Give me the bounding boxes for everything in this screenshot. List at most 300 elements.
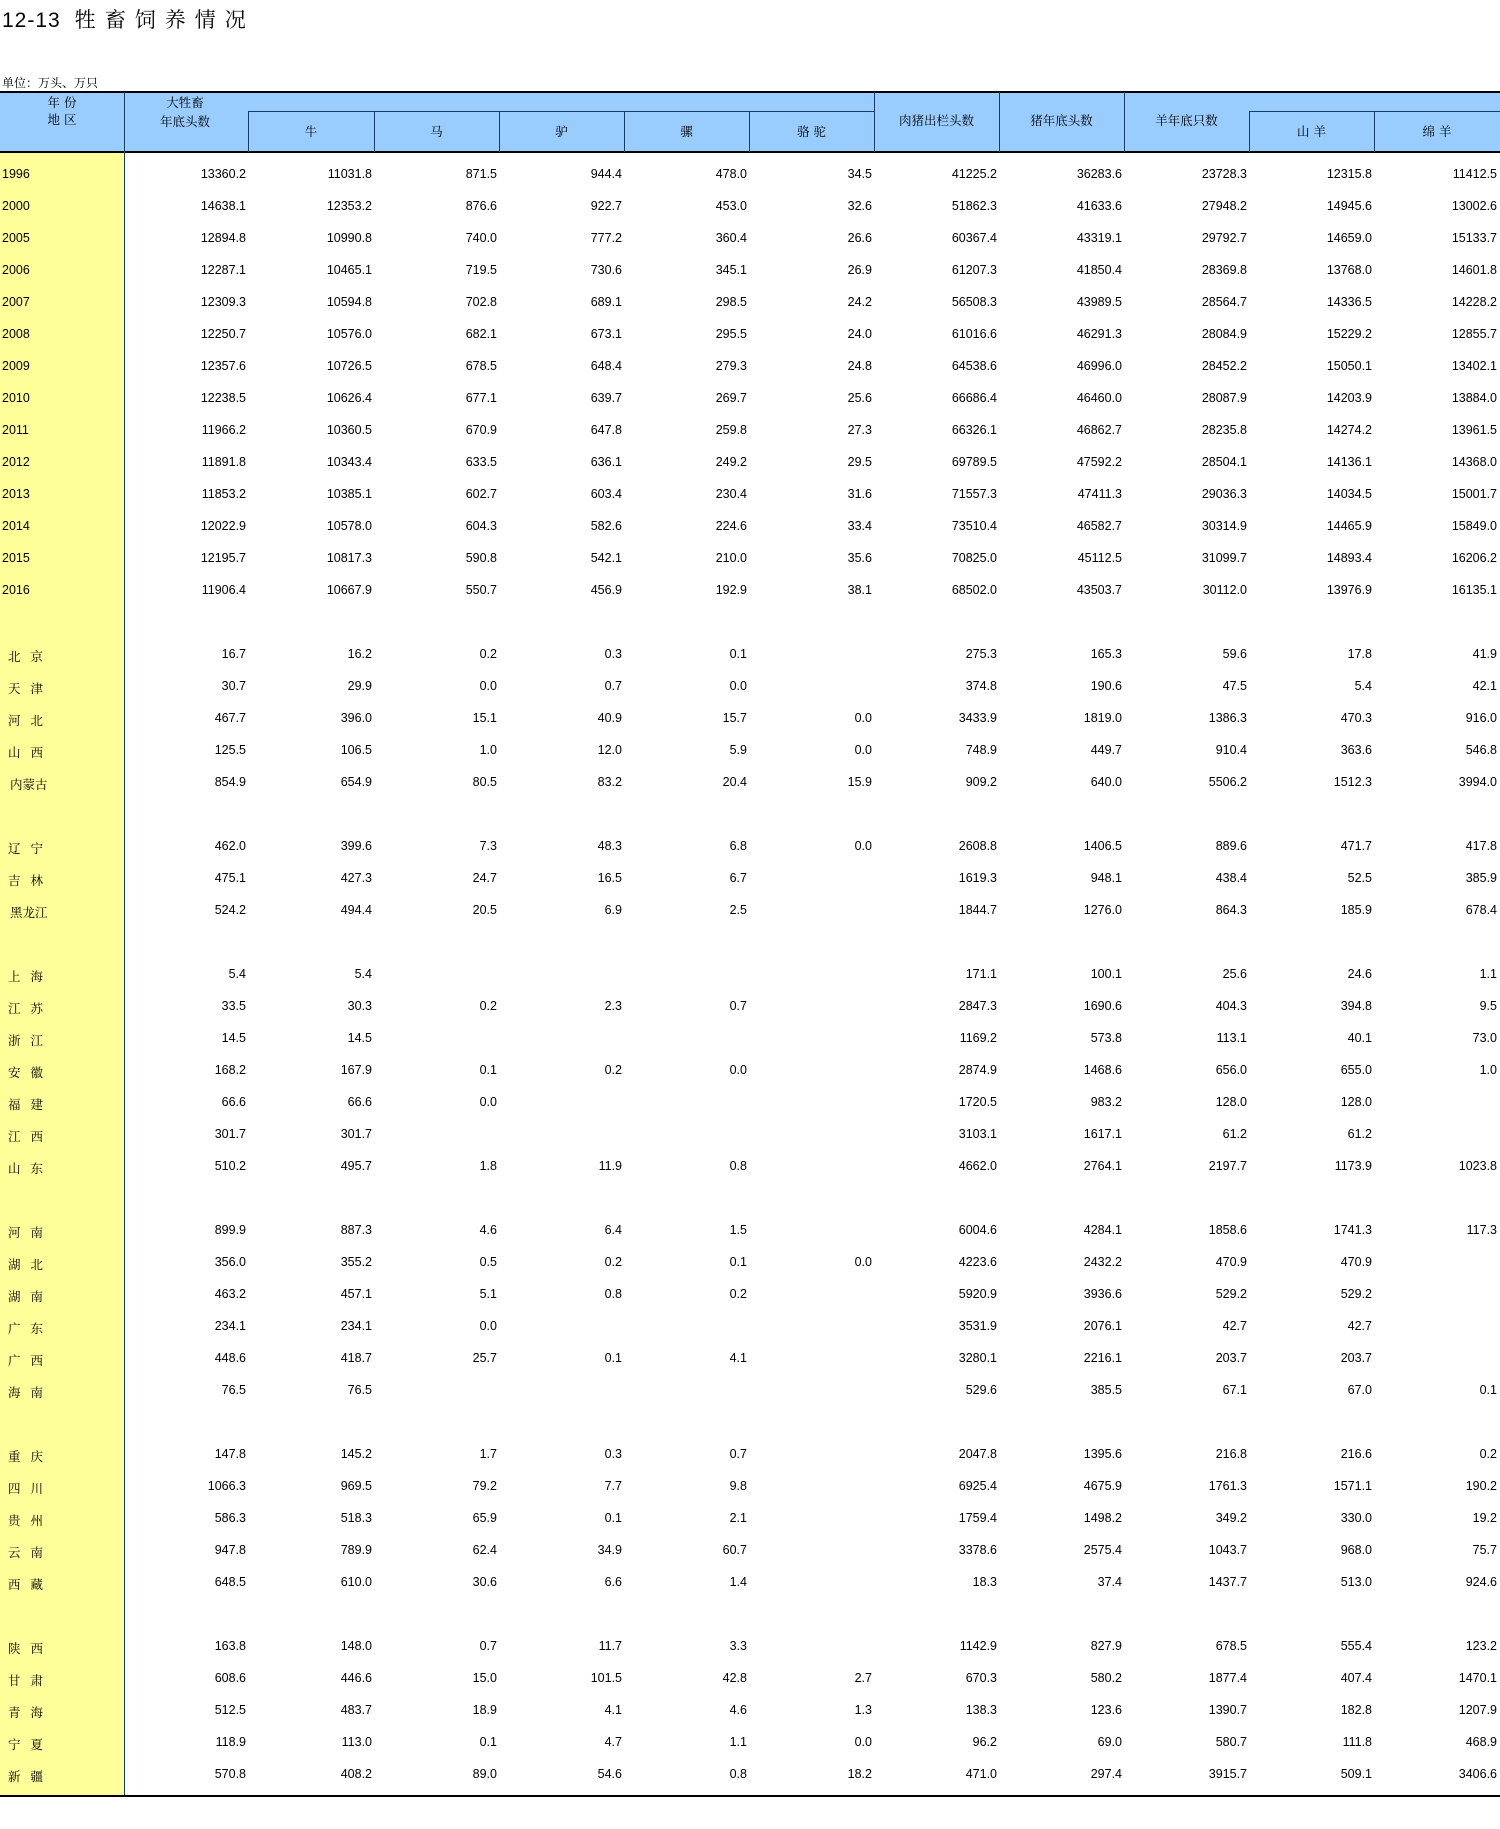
- table-cell: 234.1: [340, 1319, 372, 1333]
- table-cell: 449.7: [1090, 743, 1122, 757]
- table-cell: 9.5: [1479, 999, 1497, 1013]
- table-cell: 0.0: [729, 1063, 747, 1077]
- table-cell: 123.2: [1465, 1639, 1497, 1653]
- table-cell: 2.5: [729, 903, 747, 917]
- table-cell: 633.5: [465, 455, 497, 469]
- header-pigs-year-end: 猪年底头数: [1030, 113, 1093, 128]
- table-cell: 889.6: [1215, 839, 1247, 853]
- table-cell: 0.1: [479, 1063, 497, 1077]
- row-label: 浙江: [8, 1033, 54, 1048]
- row-label: 海南: [8, 1385, 54, 1400]
- table-cell: 15050.1: [1326, 359, 1372, 373]
- table-cell: 0.0: [854, 711, 872, 725]
- table-cell: 947.8: [214, 1543, 246, 1557]
- table-cell: 1819.0: [1083, 711, 1122, 725]
- table-cell: 14203.9: [1326, 391, 1372, 405]
- table-cell: 125.5: [214, 743, 246, 757]
- table-cell: 1386.3: [1208, 711, 1247, 725]
- table-cell: 789.9: [340, 1543, 372, 1557]
- table-cell: 28087.9: [1201, 391, 1247, 405]
- table-cell: 30112.0: [1202, 583, 1247, 597]
- row-label: 2012: [2, 455, 30, 469]
- table-cell: 355.2: [340, 1255, 372, 1269]
- table-row: [0, 837, 1500, 857]
- table-cell: 495.7: [340, 1159, 372, 1173]
- table-cell: 356.0: [214, 1255, 246, 1269]
- header-region: 地 区: [47, 112, 77, 127]
- table-cell: 0.3: [604, 647, 622, 661]
- row-label: 2011: [2, 423, 29, 437]
- table-cell: 1395.6: [1083, 1447, 1122, 1461]
- table-cell: 52.5: [1347, 871, 1372, 885]
- table-cell: 11.9: [598, 1159, 622, 1173]
- row-label: 广东: [8, 1321, 54, 1336]
- table-cell: 28452.2: [1201, 359, 1247, 373]
- table-cell: 640.0: [1090, 775, 1122, 789]
- table-cell: 65.9: [472, 1511, 497, 1525]
- table-cell: 0.2: [479, 999, 497, 1013]
- table-cell: 467.7: [214, 711, 246, 725]
- table-cell: 673.1: [590, 327, 622, 341]
- table-cell: 61207.3: [951, 263, 997, 277]
- table-cell: 16.7: [221, 647, 246, 661]
- table-cell: 0.7: [479, 1639, 497, 1653]
- table-cell: 10726.5: [326, 359, 372, 373]
- table-cell: 349.2: [1215, 1511, 1247, 1525]
- table-cell: 15133.7: [1451, 231, 1497, 245]
- table-cell: 18.2: [847, 1767, 872, 1781]
- table-cell: 16.5: [597, 871, 622, 885]
- table-row: [0, 197, 1500, 217]
- table-cell: 854.9: [214, 775, 246, 789]
- table-cell: 4.1: [604, 1703, 622, 1717]
- table-cell: 603.4: [590, 487, 622, 501]
- table-cell: 41.9: [1472, 647, 1497, 661]
- table-cell: 0.7: [729, 999, 747, 1013]
- table-cell: 655.0: [1340, 1063, 1372, 1077]
- table-cell: 45112.5: [1077, 551, 1122, 565]
- row-label: 内蒙古: [10, 777, 48, 792]
- table-cell: 2197.7: [1208, 1159, 1247, 1173]
- table-cell: 408.2: [340, 1767, 372, 1781]
- table-cell: 59.6: [1222, 647, 1247, 661]
- table-cell: 385.5: [1090, 1383, 1122, 1397]
- table-cell: 330.0: [1340, 1511, 1372, 1525]
- table-cell: 11031.8: [327, 167, 372, 181]
- table-cell: 582.6: [590, 519, 622, 533]
- table-row: [0, 1253, 1500, 1273]
- table-cell: 0.2: [479, 647, 497, 661]
- table-cell: 0.1: [479, 1735, 497, 1749]
- table-cell: 70825.0: [951, 551, 997, 565]
- table-cell: 66.6: [347, 1095, 372, 1109]
- table-cell: 27948.2: [1201, 199, 1247, 213]
- table-row: [0, 1285, 1500, 1305]
- table-cell: 168.2: [214, 1063, 246, 1077]
- table-cell: 51862.3: [951, 199, 997, 213]
- table-cell: 31099.7: [1201, 551, 1247, 565]
- table-cell: 24.6: [1347, 967, 1372, 981]
- table-cell: 546.8: [1465, 743, 1497, 757]
- table-cell: 47411.3: [1077, 487, 1122, 501]
- table-cell: 117.3: [1466, 1223, 1497, 1237]
- table-cell: 61.2: [1222, 1127, 1247, 1141]
- table-cell: 1043.7: [1208, 1543, 1247, 1557]
- table-number: 12-13: [2, 9, 61, 32]
- table-cell: 730.6: [590, 263, 622, 277]
- table-cell: 10817.3: [326, 551, 372, 565]
- table-cell: 1066.3: [207, 1479, 246, 1493]
- table-cell: 20.4: [722, 775, 747, 789]
- table-cell: 2608.8: [958, 839, 997, 853]
- table-cell: 25.6: [1222, 967, 1247, 981]
- table-cell: 3280.1: [958, 1351, 997, 1365]
- table-row: [0, 549, 1500, 569]
- table-cell: 29036.3: [1201, 487, 1247, 501]
- table-cell: 689.1: [590, 295, 622, 309]
- row-label: 山东: [8, 1161, 54, 1176]
- table-cell: 871.5: [465, 167, 497, 181]
- table-cell: 3915.7: [1208, 1767, 1247, 1781]
- header-goat: 山 羊: [1297, 124, 1326, 139]
- table-cell: 518.3: [340, 1511, 372, 1525]
- table-cell: 14336.5: [1326, 295, 1372, 309]
- table-cell: 10360.5: [326, 423, 372, 437]
- table-cell: 301.7: [340, 1127, 372, 1141]
- table-cell: 513.0: [1340, 1575, 1372, 1589]
- table-cell: 69789.5: [951, 455, 997, 469]
- table-row: [0, 1445, 1500, 1465]
- row-label: 安徽: [8, 1065, 54, 1080]
- table-cell: 67.0: [1347, 1383, 1372, 1397]
- table-cell: 5506.2: [1208, 775, 1247, 789]
- table-cell: 0.7: [604, 679, 622, 693]
- table-cell: 404.3: [1215, 999, 1247, 1013]
- table-cell: 529.6: [965, 1383, 997, 1397]
- table-row: [0, 581, 1500, 601]
- table-row: [0, 517, 1500, 537]
- table-cell: 11906.4: [201, 583, 246, 597]
- table-cell: 580.7: [1215, 1735, 1247, 1749]
- table-cell: 2874.9: [958, 1063, 997, 1077]
- table-cell: 922.7: [590, 199, 622, 213]
- table-row: [0, 869, 1500, 889]
- table-row: [0, 1061, 1500, 1081]
- table-row: [0, 325, 1500, 345]
- table-cell: 19.2: [1472, 1511, 1497, 1525]
- table-row: [0, 1541, 1500, 1561]
- table-cell: 1142.9: [959, 1639, 997, 1653]
- table-cell: 249.2: [715, 455, 747, 469]
- table-cell: 580.2: [1090, 1671, 1122, 1685]
- table-cell: 374.8: [965, 679, 997, 693]
- table-cell: 167.9: [340, 1063, 372, 1077]
- table-cell: 1470.1: [1458, 1671, 1497, 1685]
- table-row: [0, 645, 1500, 665]
- row-label: 福建: [8, 1097, 54, 1112]
- table-cell: 910.4: [1215, 743, 1247, 757]
- table-cell: 4675.9: [1083, 1479, 1122, 1493]
- table-bottom-border: [0, 1795, 1500, 1797]
- table-cell: 7.7: [604, 1479, 622, 1493]
- table-cell: 15849.0: [1451, 519, 1497, 533]
- row-label: 宁夏: [8, 1737, 54, 1752]
- table-row: [0, 997, 1500, 1017]
- table-row: [0, 1509, 1500, 1529]
- table-cell: 777.2: [590, 231, 622, 245]
- table-cell: 123.6: [1090, 1703, 1122, 1717]
- row-label: 天津: [8, 681, 54, 696]
- table-row: [0, 741, 1500, 761]
- table-cell: 4284.1: [1083, 1223, 1122, 1237]
- table-cell: 1276.0: [1083, 903, 1122, 917]
- table-cell: 1390.7: [1208, 1703, 1247, 1717]
- table-cell: 1858.6: [1208, 1223, 1247, 1237]
- table-cell: 269.7: [715, 391, 747, 405]
- row-label: 江苏: [8, 1001, 54, 1016]
- table-cell: 0.1: [729, 647, 747, 661]
- table-cell: 163.8: [214, 1639, 246, 1653]
- table-cell: 1741.3: [1333, 1223, 1372, 1237]
- table-cell: 25.6: [847, 391, 872, 405]
- table-cell: 3433.9: [958, 711, 997, 725]
- row-label: 江西: [8, 1129, 54, 1144]
- table-cell: 89.0: [472, 1767, 497, 1781]
- row-label: 1996: [2, 167, 30, 181]
- table-cell: 483.7: [340, 1703, 372, 1717]
- table-cell: 1.7: [479, 1447, 497, 1461]
- header-big-livestock: 大牲畜: [166, 95, 204, 110]
- table-cell: 66.6: [221, 1095, 246, 1109]
- table-cell: 28564.7: [1201, 295, 1247, 309]
- table-cell: 2.1: [729, 1511, 747, 1525]
- row-label: 黑龙江: [10, 905, 48, 920]
- row-label: 西藏: [8, 1577, 54, 1592]
- table-cell: 17.8: [1347, 647, 1372, 661]
- table-cell: 216.6: [1340, 1447, 1372, 1461]
- table-cell: 61.2: [1347, 1127, 1372, 1141]
- table-cell: 0.8: [729, 1767, 747, 1781]
- table-cell: 0.5: [479, 1255, 497, 1269]
- table-cell: 399.6: [340, 839, 372, 853]
- row-label: 河南: [8, 1225, 54, 1240]
- table-row: [0, 709, 1500, 729]
- table-cell: 478.0: [715, 167, 747, 181]
- table-row: [0, 773, 1500, 793]
- table-cell: 14638.1: [200, 199, 246, 213]
- table-cell: 604.3: [465, 519, 497, 533]
- table-cell: 147.8: [214, 1447, 246, 1461]
- table-cell: 6.4: [604, 1223, 622, 1237]
- table-cell: 6004.6: [958, 1223, 997, 1237]
- table-cell: 47592.2: [1076, 455, 1122, 469]
- table-cell: 42.7: [1347, 1319, 1372, 1333]
- table-cell: 42.8: [722, 1671, 747, 1685]
- table-cell: 259.8: [715, 423, 747, 437]
- table-cell: 944.4: [590, 167, 622, 181]
- table-cell: 32.6: [847, 199, 872, 213]
- table-cell: 40.9: [597, 711, 622, 725]
- table-cell: 56508.3: [951, 295, 997, 309]
- table-cell: 0.0: [854, 1735, 872, 1749]
- table-cell: 24.0: [847, 327, 872, 341]
- table-cell: 3531.9: [958, 1319, 997, 1333]
- table-cell: 216.8: [1215, 1447, 1247, 1461]
- table-cell: 2.7: [854, 1671, 872, 1685]
- table-cell: 969.5: [340, 1479, 372, 1493]
- table-cell: 4223.6: [958, 1255, 997, 1269]
- table-cell: 656.0: [1215, 1063, 1247, 1077]
- table-cell: 24.8: [847, 359, 872, 373]
- row-label: 广西: [8, 1353, 54, 1368]
- table-cell: 394.8: [1340, 999, 1372, 1013]
- table-cell: 9.8: [729, 1479, 747, 1493]
- table-cell: 113.1: [1216, 1031, 1247, 1045]
- table-cell: 6.8: [729, 839, 747, 853]
- table-cell: 295.5: [715, 327, 747, 341]
- table-cell: 33.4: [847, 519, 872, 533]
- table-cell: 475.1: [214, 871, 246, 885]
- table-cell: 1720.5: [958, 1095, 997, 1109]
- table-cell: 14034.5: [1326, 487, 1372, 501]
- table-cell: 470.9: [1340, 1255, 1372, 1269]
- table-cell: 10465.1: [326, 263, 372, 277]
- table-cell: 13402.1: [1451, 359, 1497, 373]
- table-cell: 275.3: [965, 647, 997, 661]
- table-cell: 203.7: [1215, 1351, 1247, 1365]
- table-cell: 648.5: [214, 1575, 246, 1589]
- table-cell: 470.9: [1215, 1255, 1247, 1269]
- table-cell: 11966.2: [201, 423, 246, 437]
- row-label: 2008: [2, 327, 30, 341]
- table-cell: 48.3: [597, 839, 622, 853]
- table-cell: 46862.7: [1076, 423, 1122, 437]
- table-cell: 682.1: [465, 327, 497, 341]
- header-pigs-slaughtered: 肉猪出栏头数: [898, 113, 974, 128]
- table-row: [0, 1221, 1500, 1241]
- table-cell: 510.2: [214, 1159, 246, 1173]
- table-cell: 30.6: [472, 1575, 497, 1589]
- table-cell: 14228.2: [1451, 295, 1497, 309]
- table-cell: 128.0: [1215, 1095, 1247, 1109]
- table-cell: 0.7: [729, 1447, 747, 1461]
- table-cell: 138.3: [965, 1703, 997, 1717]
- table-cell: 678.5: [1215, 1639, 1247, 1653]
- table-cell: 12022.9: [200, 519, 246, 533]
- table-cell: 62.4: [472, 1543, 497, 1557]
- table-cell: 2432.2: [1083, 1255, 1122, 1269]
- table-cell: 42.1: [1472, 679, 1497, 693]
- table-cell: 2216.1: [1083, 1351, 1122, 1365]
- row-label-column: [0, 92, 124, 1795]
- table-cell: 909.2: [965, 775, 997, 789]
- table-cell: 24.2: [847, 295, 872, 309]
- table-cell: 75.7: [1472, 1543, 1497, 1557]
- table-cell: 3406.6: [1458, 1767, 1497, 1781]
- table-cell: 234.1: [214, 1319, 246, 1333]
- table-cell: 4.6: [479, 1223, 497, 1237]
- header-top-border: [0, 91, 1500, 93]
- table-cell: 1761.3: [1208, 1479, 1247, 1493]
- table-cell: 11891.8: [201, 455, 246, 469]
- header-sheep-goat: 羊年底只数: [1155, 113, 1218, 128]
- table-cell: 279.3: [715, 359, 747, 373]
- table-row: [0, 229, 1500, 249]
- table-cell: 25.7: [472, 1351, 497, 1365]
- table-cell: 0.3: [604, 1447, 622, 1461]
- table-cell: 12315.8: [1326, 167, 1372, 181]
- table-cell: 12287.1: [200, 263, 246, 277]
- row-label: 2007: [2, 295, 30, 309]
- table-cell: 46460.0: [1076, 391, 1122, 405]
- table-cell: 46291.3: [1076, 327, 1122, 341]
- header-sheep: 绵 羊: [1422, 124, 1452, 139]
- table-cell: 1169.2: [959, 1031, 997, 1045]
- table-cell: 648.4: [590, 359, 622, 373]
- table-cell: 148.0: [340, 1639, 372, 1653]
- table-cell: 106.5: [340, 743, 372, 757]
- table-cell: 2.3: [604, 999, 622, 1013]
- table-cell: 529.2: [1215, 1287, 1247, 1301]
- table-row: [0, 1733, 1500, 1753]
- table-cell: 27.3: [847, 423, 872, 437]
- table-cell: 40.1: [1347, 1031, 1372, 1045]
- table-cell: 3994.0: [1458, 775, 1497, 789]
- table-cell: 46582.7: [1076, 519, 1122, 533]
- table-row: [0, 165, 1500, 185]
- table-cell: 1619.3: [958, 871, 997, 885]
- table-cell: 10578.0: [326, 519, 372, 533]
- table-cell: 11.7: [598, 1639, 622, 1653]
- table-cell: 224.6: [715, 519, 747, 533]
- table-cell: 654.9: [340, 775, 372, 789]
- row-label: 云南: [8, 1545, 54, 1560]
- table-cell: 948.1: [1090, 871, 1122, 885]
- table-cell: 12250.7: [200, 327, 246, 341]
- table-row: [0, 1317, 1500, 1337]
- header-cattle: 牛: [304, 124, 318, 139]
- table-row: [0, 1573, 1500, 1593]
- table-cell: 13884.0: [1451, 391, 1497, 405]
- row-label: 四川: [8, 1481, 54, 1496]
- header-donkey: 驴: [555, 124, 568, 139]
- table-row: [0, 1029, 1500, 1049]
- table-cell: 1207.9: [1458, 1703, 1497, 1717]
- table-cell: 28084.9: [1201, 327, 1247, 341]
- table-cell: 301.7: [214, 1127, 246, 1141]
- table-cell: 101.5: [590, 1671, 622, 1685]
- table-cell: 18.3: [972, 1575, 997, 1589]
- table-row: [0, 677, 1500, 697]
- table-row: [0, 421, 1500, 441]
- table-cell: 468.9: [1465, 1735, 1497, 1749]
- table-cell: 10667.9: [326, 583, 372, 597]
- table-cell: 298.5: [715, 295, 747, 309]
- table-cell: 983.2: [1090, 1095, 1122, 1109]
- table-cell: 0.8: [729, 1159, 747, 1173]
- table-cell: 1.3: [854, 1703, 872, 1717]
- table-cell: 36283.6: [1076, 167, 1122, 181]
- table-cell: 30.7: [221, 679, 246, 693]
- table-cell: 670.3: [965, 1671, 997, 1685]
- table-cell: 3936.6: [1083, 1287, 1122, 1301]
- table-cell: 14465.9: [1326, 519, 1372, 533]
- table-cell: 418.7: [340, 1351, 372, 1365]
- table-row: [0, 965, 1500, 985]
- table-cell: 494.4: [340, 903, 372, 917]
- table-cell: 11853.2: [201, 487, 246, 501]
- table-cell: 4662.0: [958, 1159, 997, 1173]
